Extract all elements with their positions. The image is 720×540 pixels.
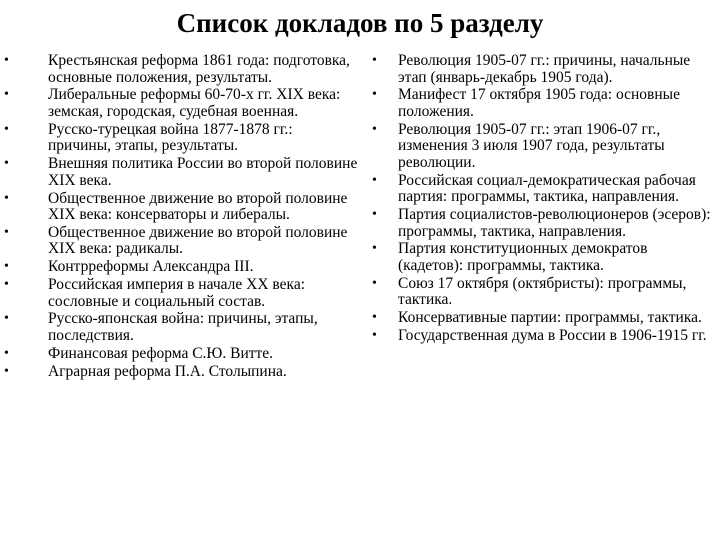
bullet-icon: • [4, 259, 9, 275]
left-report-list [4, 53, 358, 381]
bullet-icon: • [372, 310, 377, 326]
list-item-text: Государственная дума в России в 1906-1915 гг. [398, 327, 707, 344]
list-item-text: Крестьянская реформа 1861 года: подготовка, основные положения, результаты. [48, 52, 350, 86]
list-item-text: Внешняя политика России во второй половине XIX века. [48, 155, 358, 189]
list-item-text: Финансовая реформа С.Ю. Витте. [48, 344, 274, 362]
list-item-text: Манифест 17 октября 1905 года: основные положения. [398, 86, 680, 120]
bullet-icon: • [4, 156, 9, 172]
list-item [372, 276, 716, 309]
list-item [372, 241, 716, 274]
bullet-icon: • [4, 345, 9, 361]
list-item [372, 122, 716, 172]
list-item-text: Русско-японская война: причины, этапы, последствия. [48, 310, 318, 344]
slide-title: Список докладов по 5 разделу [176, 8, 544, 38]
bullet-icon: • [372, 328, 377, 343]
list-item [4, 346, 358, 363]
list-item-text: Революция 1905-07 гг.: этап 1906-07 гг., изменения 3 июля 1907 года, результаты революции. [398, 120, 665, 171]
list-item [4, 225, 358, 258]
bullet-icon: • [4, 87, 9, 103]
list-item [372, 173, 716, 206]
list-item [4, 311, 358, 344]
list-item-text: Аграрная реформа П.А. Столыпина. [48, 362, 287, 380]
bullet-icon: • [372, 172, 377, 188]
list-item-text: Либеральные реформы 60-70-х гг. XIX века: земская, городская, судебная военная. [48, 86, 341, 120]
bullet-icon: • [372, 275, 377, 291]
bullet-icon: • [372, 53, 377, 68]
bullet-icon: • [4, 311, 9, 327]
bullet-icon: • [4, 53, 9, 68]
list-item [4, 122, 358, 155]
list-item-text: Российская империя в начале XX века: сословные и социальный состав. [48, 276, 306, 310]
list-item-text: Общественное движение во второй половине XIX века: радикалы. [48, 223, 348, 258]
bullet-icon: • [4, 190, 9, 206]
list-item-text: Общественное движение во второй половине XIX века: консерваторы и либералы. [48, 189, 348, 224]
list-item-text: Союз 17 октября (октябристы): программы, тактика. [398, 274, 687, 309]
list-item-text: Контрреформы Александра III. [48, 258, 254, 276]
bullet-icon: • [372, 87, 377, 103]
bullet-icon: • [372, 241, 377, 257]
bullet-icon: • [4, 363, 9, 379]
list-item [372, 87, 716, 120]
list-item [4, 156, 358, 189]
bullet-icon: • [4, 121, 9, 137]
list-item-text: Русско-турецкая война 1877-1878 гг.: причины, этапы, результаты. [48, 120, 293, 155]
list-item [372, 53, 716, 86]
list-item [4, 87, 358, 120]
list-item-text: Революция 1905-07 гг.: причины, начальные этап (январь-декабрь 1905 года). [398, 52, 691, 86]
list-item [4, 364, 358, 381]
list-item-text: Партия социалистов-революционеров (эсеров): программы, тактика, направления. [398, 206, 711, 240]
bullet-icon: • [372, 207, 377, 223]
list-item [4, 277, 358, 310]
right-report-list [372, 53, 716, 346]
bullet-icon: • [4, 277, 9, 293]
list-item [4, 259, 358, 276]
list-item [372, 328, 716, 345]
bullet-icon: • [4, 224, 9, 240]
list-item-text: Консервативные партии: программы, тактика. [398, 309, 702, 327]
list-item-text: Партия конституционных демократов (кадетов): программы, тактика. [398, 240, 648, 275]
list-item [4, 191, 358, 224]
list-item [372, 310, 716, 327]
list-item-text: Российская социал-демократическая рабочая партия: программы, тактика, направления. [398, 171, 696, 206]
list-item [4, 53, 358, 86]
list-item [372, 207, 716, 240]
bullet-icon: • [372, 121, 377, 137]
